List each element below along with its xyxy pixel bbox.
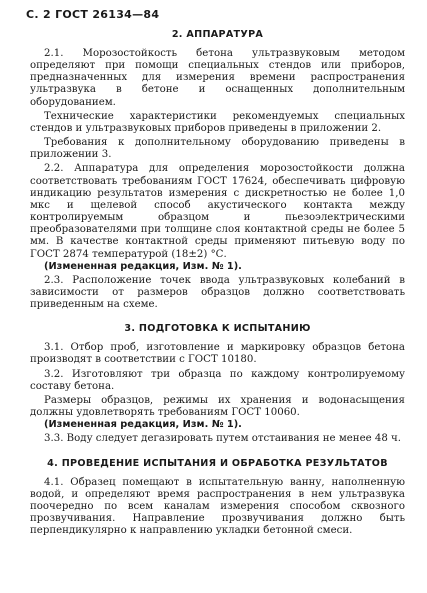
paragraph: 4.1. Образец помещают в испытательную ванну, наполненную водой, и определяют время распространения в нем ультразвука поочередно по всем каналам измерения способом сквозного прозвучивания. Направление прозвучивания должно быть перпендикулярно к направлению укладки бетонной смеси. [30, 476, 405, 537]
paragraph: Требования к дополнительному оборудованию приведены в приложении 3. [30, 137, 405, 161]
edition-note: (Измененная редакция, Изм. № 1). [44, 260, 242, 272]
paragraph: Технические характеристики рекомендуемых специальных стендов и ультразвуковых приборов приведены в приложении 2. [30, 110, 405, 134]
paragraph: 2.2. Аппаратура для определения морозостойкости должна соответствовать требованиям ГОСТ 17624, обеспечивать цифровую индикацию результатов измерения с дискретностью не более 1,0 мкс и щелевой способ акустического контакта между контролируемым образцом и пьезоэлектрическими преобразователями при толщине слоя контактной среды не более 5 мм. В качестве контактной среды применяют питьевую воду по ГОСТ 2874 температурой (18±2) °С. [30, 163, 405, 260]
section-preparation [30, 323, 405, 445]
paragraph: 3.2. Изготовляют три образца по каждому контролируемому составу бетона. [30, 368, 405, 392]
section-title: 2. АППАРАТУРА [171, 29, 264, 40]
section-title: 4. ПРОВЕДЕНИЕ ИСПЫТАНИЯ И ОБРАБОТКА РЕЗУЛЬТАТОВ [47, 457, 388, 469]
section-title: 3. ПОДГОТОВКА К ИСПЫТАНИЮ [124, 323, 311, 335]
paragraph: 3.1. Отбор проб, изготовление и маркировку образцов бетона производят в соответствии с ГОСТ 10180. [30, 342, 405, 366]
paragraph: 3.3. Воду следует дегазировать путем отстаивания не менее 48 ч. [44, 433, 402, 445]
paragraph: Размеры образцов, режимы их хранения и водонасыщения должны удовлетворять требованиям ГОСТ 10060. [30, 394, 405, 419]
edition-note: (Измененная редакция, Изм. № 1). [44, 419, 242, 431]
page-header: С. 2 ГОСТ 26134—84 [26, 8, 160, 21]
paragraph: 2.1. Морозостойкость бетона ультразвуковым методом определяют при помощи специальных стендов или приборов, предназначенных для измерения времени распространения ультразвука в бетоне и оснащенных дополнительным оборудованием. [30, 48, 405, 108]
section-apparatus [30, 29, 405, 311]
section-testing [30, 458, 405, 538]
paragraph: 2.3. Расположение точек ввода ультразвуковых колебаний в зависимости от размеров образцов должно соответствовать приведенным на схеме. [30, 274, 405, 311]
